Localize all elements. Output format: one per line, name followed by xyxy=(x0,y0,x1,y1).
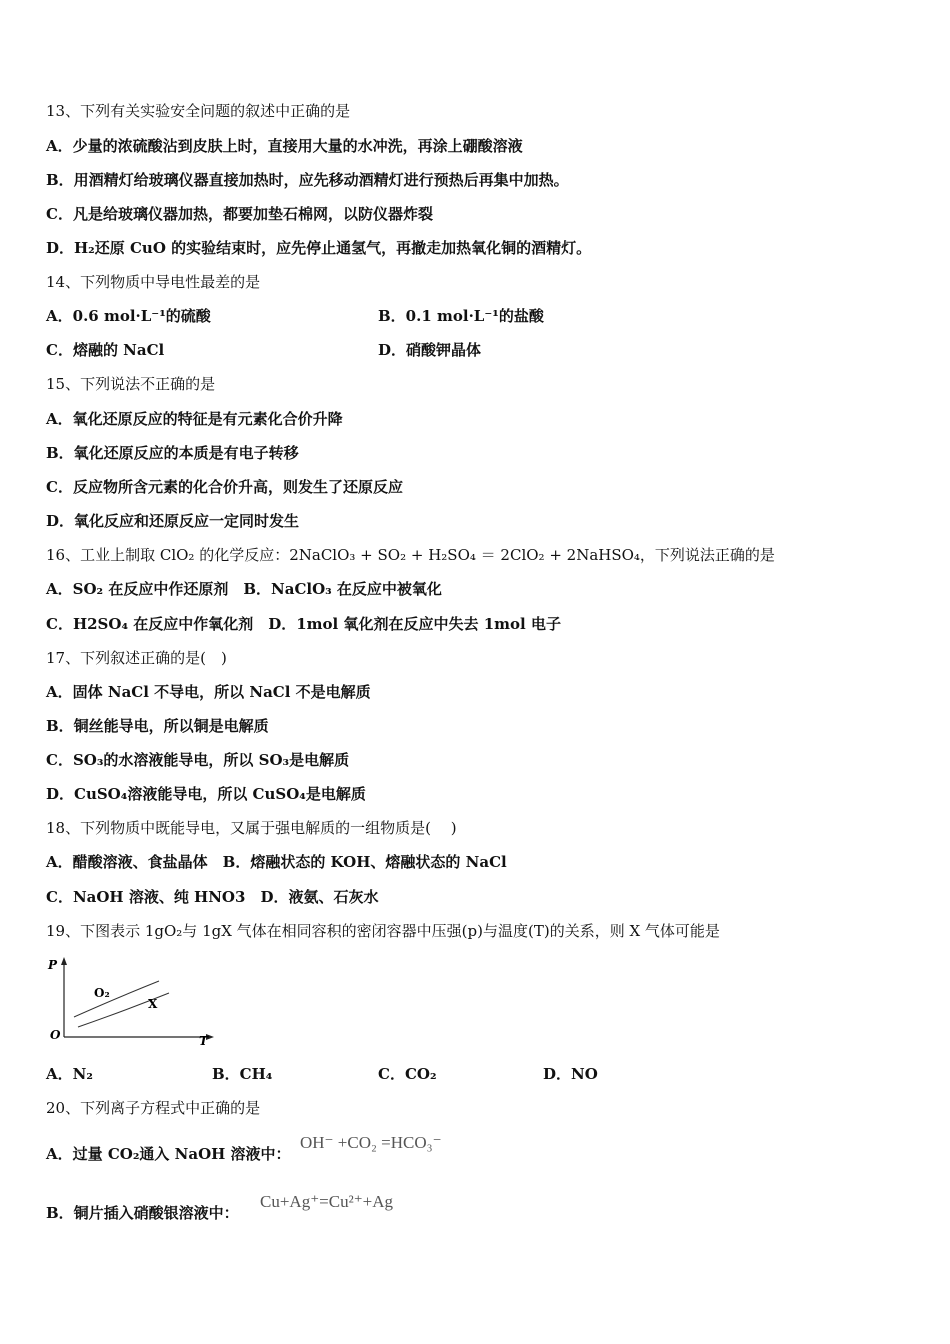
option-14b: B．0.1 mol·L⁻¹的盐酸 xyxy=(378,307,544,325)
question-20: 20、下列离子方程式中正确的是 xyxy=(46,1099,261,1117)
option-19c: C．CO₂ xyxy=(378,1065,437,1083)
option-17b: B．铜丝能导电，所以铜是电解质 xyxy=(46,717,269,735)
question-13: 13、下列有关实验安全问题的叙述中正确的是 xyxy=(46,102,351,120)
option-20a: A．过量 CO₂通入 NaOH 溶液中： xyxy=(46,1145,291,1163)
question-18: 18、下列物质中既能导电，又属于强电解质的一组物质是( ) xyxy=(46,819,457,837)
option-13c: C．凡是给玻璃仪器加热，都要加垫石棉网，以防仪器炸裂 xyxy=(46,205,433,223)
curve-o2 xyxy=(74,981,159,1017)
curve-o2-label: O₂ xyxy=(94,986,110,1000)
option-17d: D．CuSO₄溶液能导电，所以 CuSO₄是电解质 xyxy=(46,785,366,803)
origin-label: O xyxy=(50,1028,61,1042)
option-13b: B．用酒精灯给玻璃仪器直接加热时，应先移动酒精灯进行预热后再集中加热。 xyxy=(46,171,569,189)
y-axis-arrow xyxy=(61,957,67,965)
x-axis-label: T xyxy=(199,1034,208,1047)
option-17a: A．固体 NaCl 不导电，所以 NaCl 不是电解质 xyxy=(46,683,371,701)
option-20b: B．铜片插入硝酸银溶液中： xyxy=(46,1204,239,1222)
option-14a: A．0.6 mol·L⁻¹的硫酸 xyxy=(46,307,211,325)
option-19a: A．N₂ xyxy=(46,1065,93,1083)
option-16ab: A．SO₂ 在反应中作还原剂 B．NaClO₃ 在反应中被氧化 xyxy=(46,580,442,598)
question-17: 17、下列叙述正确的是( ) xyxy=(46,649,227,667)
option-14d: D．硝酸钾晶体 xyxy=(378,341,482,359)
option-19b: B．CH₄ xyxy=(212,1065,273,1083)
option-14c: C．熔融的 NaCl xyxy=(46,341,165,359)
option-18ab: A．醋酸溶液、食盐晶体 B．熔融状态的 KOH、熔融状态的 NaCl xyxy=(46,853,507,871)
formula-20a: OH⁻ +CO₂ =HCO₃⁻ xyxy=(300,1133,442,1152)
question-15: 15、下列说法不正确的是 xyxy=(46,375,216,393)
question-19: 19、下图表示 1gO₂与 1gX 气体在相同容积的密闭容器中压强(p)与温度(T)的关系，则 X 气体可能是 xyxy=(46,922,720,940)
option-13a: A．少量的浓硫酸沾到皮肤上时，直接用大量的水冲洗，再涂上硼酸溶液 xyxy=(46,137,523,155)
option-15d: D．氧化反应和还原反应一定同时发生 xyxy=(46,512,300,530)
option-18cd: C．NaOH 溶液、纯 HNO3 D．液氨、石灰水 xyxy=(46,888,379,906)
option-15c: C．反应物所含元素的化合价升高，则发生了还原反应 xyxy=(46,478,403,496)
option-17c: C．SO₃的水溶液能导电，所以 SO₃是电解质 xyxy=(46,751,350,769)
question-16: 16、工业上制取 ClO₂ 的化学反应：2NaClO₃ + SO₂ + H₂SO₄ ＝ 2ClO₂ + 2NaHSO₄，下列说法正确的是 xyxy=(46,546,775,564)
question-14: 14、下列物质中导电性最差的是 xyxy=(46,273,261,291)
formula-20b: Cu+Ag⁺=Cu²⁺+Ag xyxy=(260,1192,394,1211)
option-16cd: C．H2SO₄ 在反应中作氧化剂 D．1mol 氧化剂在反应中失去 1mol 电子 xyxy=(46,615,561,633)
curve-x-label: X xyxy=(148,997,158,1011)
option-15a: A．氧化还原反应的特征是有元素化合价升降 xyxy=(46,410,343,428)
y-axis-label: P xyxy=(48,958,58,972)
option-15b: B．氧化还原反应的本质是有电子转移 xyxy=(46,444,299,462)
option-13d: D．H₂还原 CuO 的实验结束时，应先停止通氢气，再撤走加热氧化铜的酒精灯。 xyxy=(46,239,592,257)
pressure-temperature-graph xyxy=(44,955,219,1047)
option-19d: D．NO xyxy=(543,1065,598,1083)
